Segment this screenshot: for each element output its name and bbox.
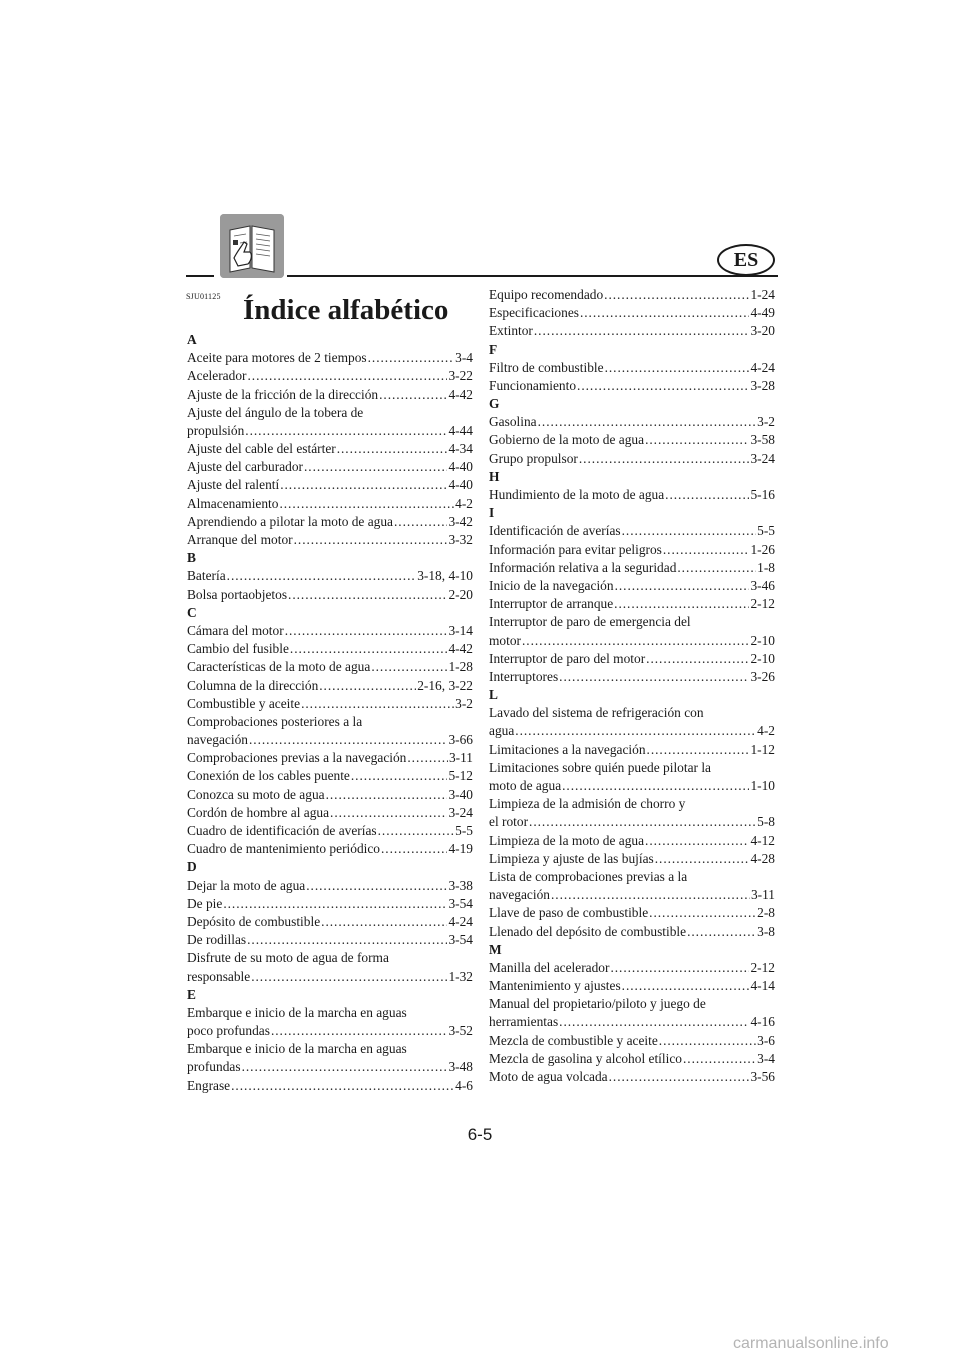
index-entry: [187, 895, 473, 913]
index-letter: I: [489, 505, 495, 521]
index-entry-text: Interruptor de paro del motor: [489, 650, 646, 666]
dot-leader: [538, 413, 757, 431]
dot-leader: [645, 832, 749, 850]
dot-leader: [306, 877, 447, 895]
index-entry-text: Engrase: [187, 1077, 231, 1093]
index-entry: [489, 904, 775, 922]
index-entry: [489, 668, 775, 686]
dot-leader: [381, 840, 447, 858]
index-entry-text: Ajuste del carburador: [187, 459, 304, 475]
language-badge: ES: [717, 244, 775, 276]
index-entry-text: navegación: [187, 732, 248, 748]
header-rule-left: [186, 275, 214, 277]
index-entry: [187, 913, 473, 931]
index-entry-page: 4-16: [750, 1014, 775, 1030]
index-entry: [489, 959, 775, 977]
index-entry-page: 3-14: [448, 622, 473, 638]
index-entry-text: moto de agua: [489, 778, 562, 794]
index-entry: [489, 595, 775, 613]
index-entry: [489, 1050, 775, 1068]
dot-leader: [301, 695, 454, 713]
index-entry: [489, 322, 775, 340]
dot-leader: [249, 731, 447, 749]
index-entry-text: Inicio de la navegación: [489, 577, 614, 593]
dot-leader: [665, 486, 749, 504]
index-entry-text: Hundimiento de la moto de agua: [489, 487, 665, 503]
dot-leader: [304, 458, 447, 476]
index-entry-text: Acelerador: [187, 368, 247, 384]
dot-leader: [605, 359, 750, 377]
index-entry: [187, 531, 473, 549]
index-entry-text: Funcionamiento: [489, 377, 577, 393]
index-entry-page: 5-8: [757, 814, 775, 830]
dot-leader: [231, 1077, 454, 1095]
index-entry-page: 3-2: [455, 695, 473, 711]
index-letter: H: [489, 468, 500, 484]
index-entry-text: Depósito de combustible: [187, 913, 321, 929]
index-entry-page: 1-26: [750, 541, 775, 557]
index-entry-text: Aceite para motores de 2 tiempos: [187, 350, 367, 366]
dot-leader: [223, 895, 447, 913]
index-entry-page: 1-12: [750, 741, 775, 757]
index-entry-page: 1-28: [448, 659, 473, 675]
index-entry-text: Conexión de los cables puente: [187, 768, 350, 784]
index-entry-page: 3-58: [750, 432, 775, 448]
index-entry-page: 3-8: [757, 923, 775, 939]
dot-leader: [379, 386, 447, 404]
index-entry-text: herramientas: [489, 1014, 559, 1030]
index-entry: [489, 286, 775, 304]
dot-leader: [683, 1050, 756, 1068]
index-entry: [187, 731, 473, 749]
index-entry-page: 4-42: [448, 386, 473, 402]
index-entry: [187, 877, 473, 895]
index-entry-text: Mezcla de gasolina y alcohol etílico: [489, 1050, 682, 1066]
index-entry-text: Información para evitar peligros: [489, 541, 662, 557]
index-entry-page: 3-42: [448, 513, 473, 529]
dot-leader: [242, 1059, 448, 1077]
index-entry: [489, 577, 775, 595]
dot-leader: [663, 541, 750, 559]
index-entry-text: De pie: [187, 895, 223, 911]
dot-leader: [245, 422, 447, 440]
index-entry-page: 3-46: [750, 577, 775, 593]
dot-leader: [247, 367, 447, 385]
index-entry-text: Batería: [187, 568, 226, 584]
index-letter: M: [489, 941, 502, 957]
dot-leader: [407, 749, 448, 767]
index-entry: [489, 413, 775, 431]
index-entry-text: Ajuste del cable del estárter: [187, 441, 336, 457]
index-entry-page: 2-8: [757, 905, 775, 921]
index-entry-page: 4-12: [750, 832, 775, 848]
index-entry-text: Gasolina: [489, 414, 537, 430]
index-entry-page: 3-48: [448, 1059, 473, 1075]
dot-leader: [609, 1068, 750, 1086]
index-entry-page: 3-6: [757, 1032, 775, 1048]
index-entry: [489, 377, 775, 395]
index-entry: [489, 450, 775, 468]
index-entry: [489, 977, 775, 995]
index-entry: [489, 304, 775, 322]
dot-leader: [522, 632, 749, 650]
index-entry-text: Mantenimiento y ajustes: [489, 978, 621, 994]
index-entry-text: Combustible y aceite: [187, 695, 301, 711]
index-entry-page: 3-32: [448, 532, 473, 548]
index-entry-text: propulsión: [187, 422, 245, 438]
index-entry: [187, 495, 473, 513]
index-letter: G: [489, 396, 500, 412]
index-entry: [187, 768, 473, 786]
index-entry-page: 1-10: [750, 778, 775, 794]
index-entry-page: 1-8: [757, 559, 775, 575]
index-entry-page: 2-16, 3-22: [417, 677, 473, 693]
dot-leader: [647, 741, 750, 759]
index-entry: [187, 386, 473, 404]
index-entry-text: Gobierno de la moto de agua: [489, 432, 645, 448]
index-entry-text: Llenado del depósito de combustible: [489, 923, 687, 939]
index-entry-line: Limitaciones sobre quién puede pilotar la: [489, 759, 711, 775]
index-entry-text: Interruptores: [489, 668, 559, 684]
dot-leader: [551, 886, 750, 904]
index-entry-page: 3-4: [757, 1050, 775, 1066]
index-entry-text: Grupo propulsor: [489, 450, 578, 466]
index-entry-line: Embarque e inicio de la marcha en aguas: [187, 1004, 407, 1020]
index-entry-text: Cordón de hombre al agua: [187, 804, 330, 820]
index-entry-line: Limpieza de la admisión de chorro y: [489, 796, 686, 812]
index-entry: [187, 440, 473, 458]
index-entry: [187, 931, 473, 949]
dot-leader: [646, 650, 749, 668]
index-entry-page: 2-12: [750, 596, 775, 612]
dot-leader: [577, 377, 749, 395]
dot-leader: [515, 723, 756, 741]
index-entry: [187, 695, 473, 713]
dot-leader: [271, 1022, 448, 1040]
index-entry: [187, 968, 473, 986]
index-entry: [187, 840, 473, 858]
dot-leader: [394, 513, 447, 531]
index-entry: [187, 567, 473, 585]
index-entry-text: responsable: [187, 968, 251, 984]
dot-leader: [330, 804, 447, 822]
index-entry-text: motor: [489, 632, 521, 648]
index-entry-page: 4-6: [455, 1077, 473, 1093]
index-entry: [187, 640, 473, 658]
index-entry-page: 3-54: [448, 895, 473, 911]
index-entry: [489, 522, 775, 540]
index-entry-page: 3-28: [750, 377, 775, 393]
index-entry: [489, 541, 775, 559]
index-entry-text: Equipo recomendado: [489, 286, 604, 302]
index-entry: [187, 349, 473, 367]
dot-leader: [614, 595, 749, 613]
dot-leader: [251, 968, 447, 986]
index-entry-text: Dejar la moto de agua: [187, 877, 306, 893]
index-entry-text: Cuadro de identificación de averías: [187, 823, 377, 839]
index-entry: [489, 632, 775, 650]
index-entry: [187, 422, 473, 440]
index-entry: [187, 658, 473, 676]
index-letter: F: [489, 341, 498, 357]
index-entry-page: 3-24: [448, 804, 473, 820]
index-entry-line: Comprobaciones posteriores a la: [187, 713, 363, 729]
index-entry: [187, 458, 473, 476]
index-entry-text: Bolsa portaobjetos: [187, 586, 288, 602]
index-entry-text: Interruptor de arranque: [489, 596, 614, 612]
index-entry: [489, 923, 775, 941]
index-entry-page: 4-24: [750, 359, 775, 375]
index-entry-page: 2-10: [750, 632, 775, 648]
index-entry-text: Arranque del motor: [187, 532, 293, 548]
dot-leader: [227, 567, 417, 585]
index-entry-text: Información relativa a la seguridad: [489, 559, 677, 575]
index-entry-text: Llave de paso de combustible: [489, 905, 649, 921]
index-entry-page: 4-40: [448, 459, 473, 475]
dot-leader: [579, 450, 750, 468]
index-entry-text: agua: [489, 723, 515, 739]
dot-leader: [319, 677, 416, 695]
index-entry-page: 3-2: [757, 414, 775, 430]
index-entry-text: Ajuste del ralentí: [187, 477, 280, 493]
dot-leader: [321, 913, 447, 931]
dot-leader: [559, 1014, 749, 1032]
index-entry-page: 3-56: [750, 1069, 775, 1085]
index-entry-text: Columna de la dirección: [187, 677, 319, 693]
index-entry-text: Limpieza y ajuste de las bujías: [489, 850, 654, 866]
index-entry-text: Almacenamiento: [187, 495, 279, 511]
manual-hand-icon: [220, 214, 284, 278]
index-entry-page: 2-12: [750, 959, 775, 975]
index-entry-line: Lavado del sistema de refrigeración con: [489, 705, 704, 721]
index-letter: A: [187, 332, 197, 347]
page-number: 6-5: [467, 1125, 493, 1144]
index-entry: [187, 677, 473, 695]
index-entry-page: 4-44: [448, 422, 473, 438]
index-entry-text: Manilla del acelerador: [489, 959, 610, 975]
dot-leader: [645, 432, 749, 450]
index-entry: [187, 804, 473, 822]
index-entry-text: Cambio del fusible: [187, 641, 289, 657]
index-entry-page: 3-11: [448, 750, 473, 766]
dot-leader: [529, 813, 756, 831]
dot-leader: [659, 1032, 756, 1050]
index-letter: B: [187, 550, 196, 566]
index-entry-page: 3-18, 4-10: [417, 568, 473, 584]
dot-leader: [615, 577, 750, 595]
index-entry: [489, 850, 775, 868]
index-entry-line: Interruptor de paro de emergencia del: [489, 614, 691, 630]
index-entry-page: 5-5: [455, 823, 473, 839]
index-entry: [489, 1032, 775, 1050]
index-entry-text: el rotor: [489, 814, 529, 830]
index-entry-page: 3-22: [448, 368, 473, 384]
index-entry: [187, 513, 473, 531]
index-entry-page: 4-24: [448, 913, 473, 929]
index-entry-page: 5-16: [750, 487, 775, 503]
index-entry: [489, 777, 775, 795]
dot-leader: [326, 786, 448, 804]
index-entry-page: 3-54: [448, 932, 473, 948]
dot-leader: [280, 477, 447, 495]
index-entry-page: 3-4: [455, 350, 473, 366]
index-entry-page: 4-19: [448, 841, 473, 857]
index-entry-page: 2-10: [750, 650, 775, 666]
index-entry: [489, 1068, 775, 1086]
index-entry-page: 4-49: [750, 305, 775, 321]
index-entry-text: Identificación de averías: [489, 523, 621, 539]
dot-leader: [279, 495, 454, 513]
index-entry-text: Aprendiendo a pilotar la moto de agua: [187, 513, 393, 529]
dot-leader: [562, 777, 749, 795]
page-title: Índice alfabético: [243, 294, 449, 326]
index-entry-text: Características de la moto de agua: [187, 659, 371, 675]
index-entry-text: Extintor: [489, 323, 533, 339]
index-entry-page: 4-34: [448, 441, 473, 457]
index-entry: [489, 1014, 775, 1032]
index-entry: [489, 723, 775, 741]
index-entry: [187, 822, 473, 840]
dot-leader: [247, 931, 447, 949]
dot-leader: [649, 904, 756, 922]
index-entry-page: 4-28: [750, 850, 775, 866]
index-entry: [489, 559, 775, 577]
index-letter: E: [187, 986, 196, 1002]
watermark: carmanualsonline.info: [733, 1335, 889, 1352]
index-entry-text: Conozca su moto de agua: [187, 786, 325, 802]
dot-leader: [368, 349, 455, 367]
index-entry-line: Ajuste del ángulo de la tobera de: [187, 404, 364, 420]
dot-leader: [687, 923, 756, 941]
index-entry-text: Limitaciones a la navegación: [489, 741, 646, 757]
index-column-right: [489, 286, 775, 1086]
index-entry-page: 5-12: [448, 768, 473, 784]
index-entry-line: Disfrute de su moto de agua de forma: [187, 950, 389, 966]
index-entry-text: Especificaciones: [489, 305, 579, 321]
index-entry-text: Filtro de combustible: [489, 359, 604, 375]
index-entry: [489, 486, 775, 504]
index-entry-text: De rodillas: [187, 932, 247, 948]
dot-leader: [559, 668, 749, 686]
dot-leader: [288, 586, 447, 604]
dot-leader: [677, 559, 756, 577]
index-entry-page: 4-42: [448, 641, 473, 657]
index-entry-text: Cuadro de mantenimiento periódico: [187, 841, 380, 857]
index-entry-line: Embarque e inicio de la marcha en aguas: [187, 1041, 407, 1057]
index-entry: [489, 432, 775, 450]
index-entry-text: poco profundas: [187, 1023, 270, 1039]
section-code: SJU01125: [186, 292, 221, 301]
dot-leader: [622, 977, 750, 995]
index-entry: [187, 1059, 473, 1077]
index-entry-text: profundas: [187, 1059, 241, 1075]
index-entry-text: Ajuste de la fricción de la dirección: [187, 386, 379, 402]
index-entry: [489, 650, 775, 668]
index-entry-line: Manual del propietario/piloto y juego de: [489, 996, 706, 1012]
dot-leader: [285, 622, 448, 640]
index-entry-text: Mezcla de combustible y aceite: [489, 1032, 658, 1048]
dot-leader: [371, 658, 447, 676]
index-entry-page: 5-5: [757, 523, 775, 539]
index-entry-page: 4-2: [757, 723, 775, 739]
index-entry-page: 4-2: [455, 495, 473, 511]
index-entry: [489, 741, 775, 759]
index-entry: [489, 813, 775, 831]
index-entry-page: 2-20: [448, 586, 473, 602]
dot-leader: [610, 959, 749, 977]
index-entry-page: 3-66: [448, 732, 473, 748]
index-entry-text: Moto de agua volcada: [489, 1069, 608, 1085]
index-entry-text: navegación: [489, 887, 550, 903]
index-entry-page: 3-20: [750, 323, 775, 339]
index-entry-page: 3-11: [750, 887, 775, 903]
index-entry: [489, 886, 775, 904]
index-entry: [187, 477, 473, 495]
index-entry: [187, 749, 473, 767]
index-entry-page: 3-40: [448, 786, 473, 802]
index-entry-page: 3-52: [448, 1023, 473, 1039]
index-entry-page: 3-24: [750, 450, 775, 466]
index-entry-page: 3-38: [448, 877, 473, 893]
index-entry: [489, 359, 775, 377]
index-entry-text: Limpieza de la moto de agua: [489, 832, 645, 848]
index-entry-page: 3-26: [750, 668, 775, 684]
index-letter: L: [489, 687, 498, 703]
index-letter: C: [187, 604, 197, 620]
index-entry-page: 1-32: [448, 968, 473, 984]
index-entry: [187, 786, 473, 804]
index-entry-page: 1-24: [750, 286, 775, 302]
dot-leader: [622, 522, 757, 540]
dot-leader: [655, 850, 750, 868]
index-entry: [187, 622, 473, 640]
dot-leader: [294, 531, 448, 549]
dot-leader: [351, 768, 448, 786]
index-entry-line: Lista de comprobaciones previas a la: [489, 869, 688, 884]
dot-leader: [290, 640, 448, 658]
index-entry: [187, 586, 473, 604]
index-entry: [489, 832, 775, 850]
index-entry-page: 4-40: [448, 477, 473, 493]
index-letter: D: [187, 859, 197, 875]
index-entry: [187, 1022, 473, 1040]
index-entry: [187, 1077, 473, 1095]
header-rule-right: [287, 275, 778, 277]
index-entry: [187, 367, 473, 385]
index-entry-text: Cámara del motor: [187, 622, 284, 638]
dot-leader: [378, 822, 455, 840]
dot-leader: [337, 440, 448, 458]
dot-leader: [534, 322, 750, 340]
index-entry-text: Comprobaciones previas a la navegación: [187, 750, 407, 766]
index-column-left: [187, 331, 473, 1095]
dot-leader: [580, 304, 749, 322]
index-entry-page: 4-14: [750, 978, 775, 994]
dot-leader: [604, 286, 749, 304]
